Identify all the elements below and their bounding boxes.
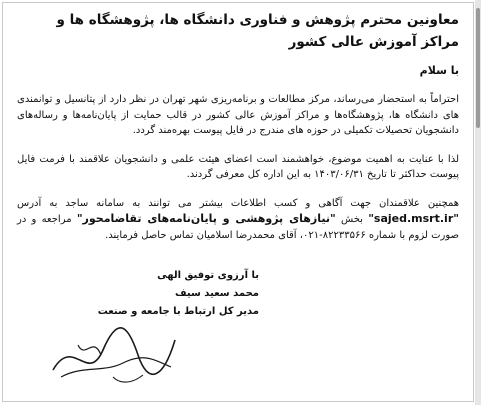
salutation: با سلام <box>419 64 459 77</box>
paragraph-3 <box>17 196 459 244</box>
paragraph-3-end: مراجعه و در صورت لزوم با شماره ۸۲۲۳۳۵۶۶-۰۲۱، آقای محمدرضا اسلامیان تماس حاصل فرمایند. <box>17 214 459 241</box>
vertical-scrollbar[interactable] <box>475 0 481 405</box>
section-word: بخش <box>340 214 363 225</box>
signer-title: مدیر کل ارتباط با جامعه و صنعت <box>97 306 259 317</box>
letter-title: معاونین محترم پژوهش و فناوری دانشگاه ها، پژوهشگاه ها و مراکز آموزش عالی کشور <box>56 12 459 50</box>
paragraph-1: احتراماً به استحضار می‌رساند، مرکز مطالعات و برنامه‌ریزی شهر تهران در نظر دارد از پتانسیل و توانمندی های دانشگاه ها، پژوهشگاه‌ها و مراکز آموزش عالی کشور در قالب حمایت از پایان‌نامه‌ها و رساله‌های دانشجویان تحصیلات تکمیلی در حوزه های مندرج در فایل پیوست بهره‌مند گردد. <box>17 94 459 136</box>
site-address: "sajed.msrt.ir" <box>368 212 459 225</box>
paragraph-3-start: همچنین علاقمندان جهت آگاهی و کسب اطلاعات بیشتر می توانند به سامانه ساجد به آدرس <box>17 197 459 209</box>
closing-greeting: با آرزوی توفیق الهی <box>157 270 259 281</box>
signer-name: محمد سعید سیف <box>174 288 259 299</box>
scrollbar-thumb[interactable] <box>476 8 480 128</box>
signature-scribble <box>43 315 183 395</box>
paragraph-2: لذا با عنایت به اهمیت موضوع، خواهشمند است اعضای هیئت علمی و دانشجویان علاقمند با فرمت فایل پیوست حداکثر تا تاریخ ۱۴۰۳/۰۶/۳۱ به این اداره کل معرفی گردند. <box>17 153 459 180</box>
letter-frame <box>2 2 474 402</box>
section-name: "نیازهای پژوهشی و پایان‌نامه‌های تقاضامحور" <box>76 212 336 225</box>
closing-block <box>17 267 259 321</box>
letter-body <box>17 9 459 321</box>
